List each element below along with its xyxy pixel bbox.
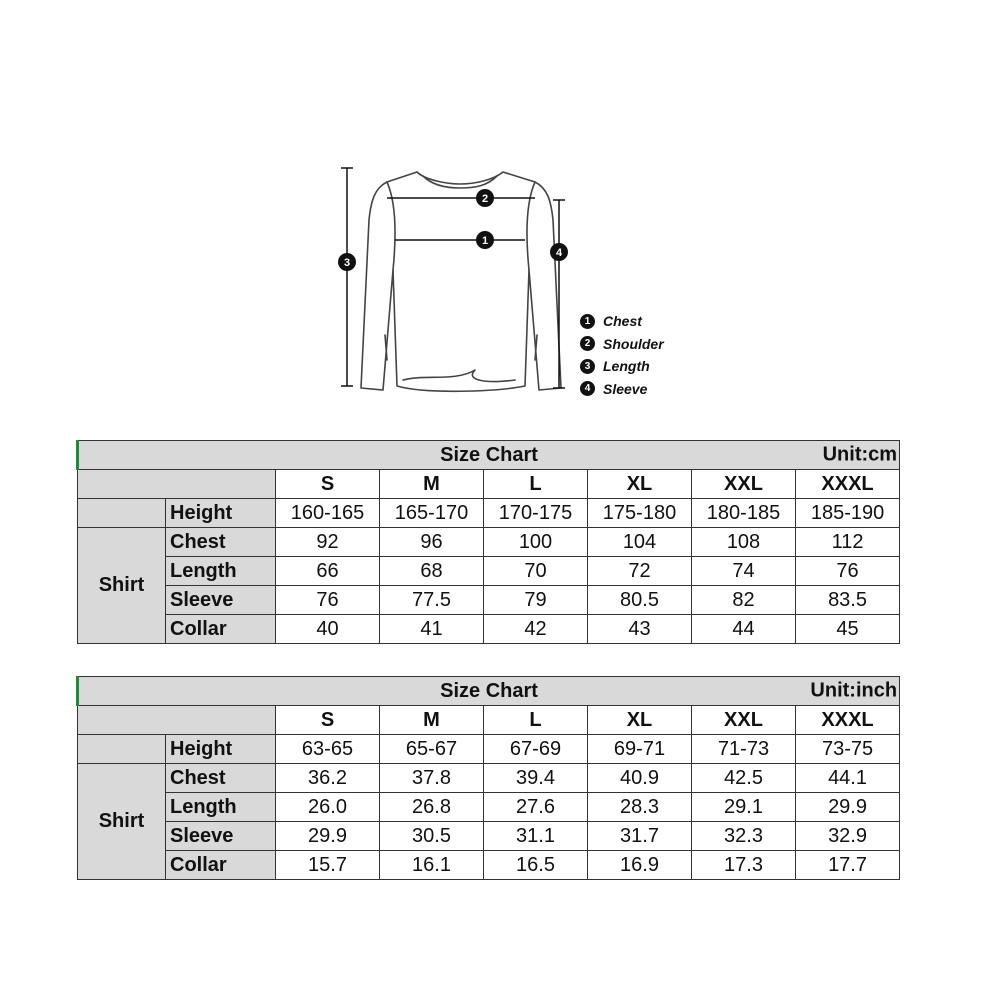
row-label: Chest [166,528,276,557]
table-cell: 108 [692,528,796,557]
number-1-icon: 1 [580,314,595,329]
table-cell: 96 [380,528,484,557]
legend-item-sleeve [580,378,710,401]
table-cell: 100 [484,528,588,557]
row-label: Length [166,793,276,822]
size-header-row [78,706,900,735]
table-cell: 32.9 [796,822,900,851]
table-cell: 180-185 [692,499,796,528]
table-row [78,764,900,793]
row-label: Height [166,499,276,528]
row-label: Chest [166,764,276,793]
table-cell: 40 [276,615,380,644]
number-2-icon: 2 [580,336,595,351]
size-header: XL [588,706,692,735]
table-title: Size Chart [440,679,538,702]
table-cell: 175-180 [588,499,692,528]
table-cell: 17.3 [692,851,796,880]
table-cell: 112 [796,528,900,557]
table-cell: 27.6 [484,793,588,822]
table-cell: 31.1 [484,822,588,851]
unit-label: Unit:cm [822,443,898,466]
table-cell: 63-65 [276,735,380,764]
table-cell: 76 [796,557,900,586]
table-cell: 16.5 [484,851,588,880]
measurement-legend [580,310,710,400]
table-cell: 72 [588,557,692,586]
size-header: L [484,706,588,735]
group-label: Shirt [78,528,166,644]
shirt-diagram [325,160,585,405]
svg-text:1: 1 [481,235,489,247]
size-header: XXL [692,470,796,499]
number-3-icon: 3 [580,359,595,374]
table-cell: 43 [588,615,692,644]
table-cell: 170-175 [484,499,588,528]
table-row [78,586,900,615]
table-cell: 83.5 [796,586,900,615]
row-label: Length [166,557,276,586]
table-cell: 37.8 [380,764,484,793]
unit-label: Unit:inch [810,679,898,702]
table-cell: 77.5 [380,586,484,615]
table-cell: 15.7 [276,851,380,880]
table-cell: 30.5 [380,822,484,851]
table-cell: 29.9 [276,822,380,851]
table-cell: 26.8 [380,793,484,822]
table-row [78,499,900,528]
table-cell: 41 [380,615,484,644]
size-header-row [78,470,900,499]
legend-label: Sleeve [603,380,648,397]
table-row [78,615,900,644]
svg-text:2: 2 [481,193,489,205]
empty-cell [78,470,276,499]
legend-label: Chest [603,313,642,330]
table-cell: 74 [692,557,796,586]
table-cell: 71-73 [692,735,796,764]
size-header: XXXL [796,706,900,735]
table-cell: 67-69 [484,735,588,764]
table-cell: 16.1 [380,851,484,880]
group-label: Shirt [78,764,166,880]
table-cell: 76 [276,586,380,615]
table-cell: 31.7 [588,822,692,851]
table-cell: 44 [692,615,796,644]
row-label: Collar [166,615,276,644]
size-header: XXXL [796,470,900,499]
table-cell: 65-67 [380,735,484,764]
table-row [78,851,900,880]
legend-label: Shoulder [603,335,664,352]
legend-item-length [580,355,710,378]
table-cell: 42 [484,615,588,644]
size-header: XXL [692,706,796,735]
table-row [78,528,900,557]
table-row [78,822,900,851]
table-cell: 39.4 [484,764,588,793]
legend-item-shoulder [580,333,710,356]
size-header: M [380,706,484,735]
table-cell: 73-75 [796,735,900,764]
empty-cell [78,706,276,735]
table-row [78,793,900,822]
size-header: S [276,470,380,499]
table-title-row [78,441,900,470]
table-cell: 16.9 [588,851,692,880]
table-cell: 32.3 [692,822,796,851]
table-cell: 70 [484,557,588,586]
table-cell: 165-170 [380,499,484,528]
row-label: Collar [166,851,276,880]
number-4-icon: 4 [580,381,595,396]
size-header: XL [588,470,692,499]
row-label: Height [166,735,276,764]
size-header: S [276,706,380,735]
size-header: L [484,470,588,499]
table-cell: 17.7 [796,851,900,880]
table-cell: 44.1 [796,764,900,793]
table-cell: 36.2 [276,764,380,793]
row-label: Sleeve [166,822,276,851]
table-cell: 79 [484,586,588,615]
table-row [78,735,900,764]
svg-text:3: 3 [343,257,351,269]
table-cell: 29.9 [796,793,900,822]
empty-cell [78,735,166,764]
table-cell: 68 [380,557,484,586]
table-cell: 185-190 [796,499,900,528]
table-cell: 26.0 [276,793,380,822]
table-cell: 42.5 [692,764,796,793]
table-cell: 160-165 [276,499,380,528]
table-cell: 29.1 [692,793,796,822]
table-cell: 28.3 [588,793,692,822]
table-title-row [78,677,900,706]
table-cell: 104 [588,528,692,557]
table-cell: 66 [276,557,380,586]
table-cell: 45 [796,615,900,644]
legend-label: Length [603,358,650,375]
table-cell: 69-71 [588,735,692,764]
table-cell: 80.5 [588,586,692,615]
table-cell: 82 [692,586,796,615]
table-cell: 92 [276,528,380,557]
empty-cell [78,499,166,528]
table-row [78,557,900,586]
table-cell: 40.9 [588,764,692,793]
legend-item-chest [580,310,710,333]
size-chart-cm-table [76,440,900,644]
table-title: Size Chart [440,443,538,466]
svg-text:4: 4 [555,247,563,259]
size-chart-inch-table [76,676,900,880]
row-label: Sleeve [166,586,276,615]
size-header: M [380,470,484,499]
